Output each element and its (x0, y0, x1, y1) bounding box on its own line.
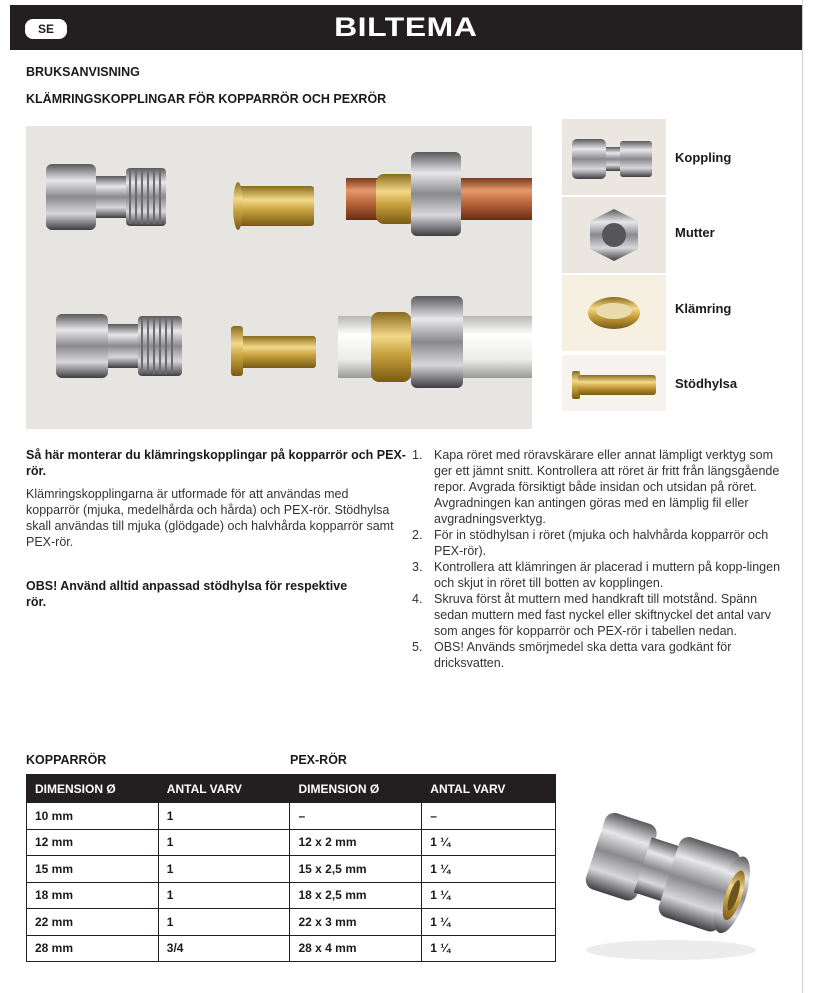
document-page (10, 5, 802, 993)
header-bar (10, 5, 802, 50)
step-item (412, 527, 782, 559)
intro-heading: Så här monterar du klämringskopplingar på kopparrör och PEX-rör. (26, 448, 406, 478)
table-cell: – (422, 803, 556, 830)
table-cell: 1 ¼ (422, 935, 556, 962)
step-text: Kontrollera att klämringen är placerad i muttern på kopp-lingen och skjut in röret till botten av kopplingen. (434, 560, 781, 590)
col-dimension-copper: DIMENSION Ø (27, 775, 159, 803)
col-dimension-pex: DIMENSION Ø (290, 775, 422, 803)
page-right-margin (802, 0, 827, 993)
step-item (412, 591, 782, 639)
part-label-mutter: Mutter (675, 225, 715, 240)
product-title: KLÄMRINGSKOPPLINGAR FÖR KOPPARRÖR OCH PEXRÖR (26, 92, 387, 106)
table-cell: 1 ¼ (422, 909, 556, 936)
step-item (412, 447, 782, 527)
step-number: 3. (412, 560, 423, 574)
page-left-margin (0, 0, 10, 993)
obs-warning: OBS! Använd alltid anpassad stödhylsa för respektive rör. (26, 579, 348, 609)
thumb-koppling (562, 119, 666, 195)
table-row (27, 803, 556, 830)
col-turns-copper: ANTAL VARV (158, 775, 290, 803)
brand-logo (10, 12, 802, 43)
step-text: För in stödhylsan i röret (mjuka och halvhårda kopparrör och PEX-rör). (434, 528, 769, 558)
table-cell: – (290, 803, 422, 830)
step-number: 2. (412, 528, 423, 542)
table-cell: 3/4 (158, 935, 290, 962)
table-cell: 28 mm (27, 935, 159, 962)
step-text: OBS! Används smörjmedel ska detta vara godkänt för dricksvatten. (434, 640, 732, 670)
table-cell: 15 x 2,5 mm (290, 856, 422, 883)
table-group-copper: KOPPARRÖR (26, 753, 107, 767)
brand-name: BILTEMA (334, 12, 478, 42)
table-header-row (27, 775, 556, 803)
nut-icon (562, 197, 666, 273)
language-badge: SE (25, 19, 67, 39)
instruction-steps (412, 447, 782, 671)
dimension-table (26, 774, 556, 962)
table-cell: 1 (158, 909, 290, 936)
intro-paragraph: Klämringskopplingarna är utformade för att användas med kopparrör (mjuka, medelhårda och hårda) och PEX-rör. Stödhylsa skall användas till mjuka (glödgade) och halvhårda kopparrör samt PEX-rör. (26, 487, 394, 549)
table-cell: 22 x 3 mm (290, 909, 422, 936)
part-label-klamring: Klämring (675, 301, 732, 316)
table-row (27, 856, 556, 883)
part-label-stodhylsa: Stödhylsa (675, 376, 738, 391)
table-cell: 12 x 2 mm (290, 829, 422, 856)
table-cell: 1 (158, 882, 290, 909)
table-cell: 28 x 4 mm (290, 935, 422, 962)
table-cell: 15 mm (27, 856, 159, 883)
coupling-closeup-icon (569, 775, 774, 975)
ring-icon (562, 275, 666, 351)
table-cell: 1 ¼ (422, 829, 556, 856)
step-number: 5. (412, 640, 423, 654)
step-number: 4. (412, 592, 423, 606)
table-row (27, 909, 556, 936)
table-cell: 22 mm (27, 909, 159, 936)
table-cell: 12 mm (27, 829, 159, 856)
step-item (412, 559, 782, 591)
table-cell: 18 x 2,5 mm (290, 882, 422, 909)
copper-support-sleeve (233, 182, 314, 230)
table-row (27, 935, 556, 962)
table-cell: 1 (158, 856, 290, 883)
thumb-stodhylsa (562, 355, 666, 411)
table-row (27, 829, 556, 856)
table-cell: 1 ¼ (422, 856, 556, 883)
section-title: BRUKSANVISNING (26, 65, 140, 79)
assembly-illustration (26, 126, 532, 429)
step-number: 1. (412, 448, 423, 462)
sleeve-icon (562, 355, 666, 411)
table-row (27, 882, 556, 909)
step-text: Kapa röret med röravskärare eller annat lämpligt verktyg som ger ett jämnt snitt. Kontrollera att röret är fritt från längsgående repor. Avgrada försiktigt både insidan och utsidan på röret. Avgradningen kan antingen göras med en lämplig fil eller avgradningsverktyg. (434, 448, 780, 526)
coupling-icon (562, 119, 666, 195)
table-cell: 10 mm (27, 803, 159, 830)
assembly-photo (26, 126, 532, 429)
thumb-mutter (562, 197, 666, 273)
table-group-pex: PEX-RÖR (290, 753, 347, 767)
table-cell: 18 mm (27, 882, 159, 909)
table-cell: 1 (158, 829, 290, 856)
step-item (412, 639, 782, 671)
col-turns-pex: ANTAL VARV (422, 775, 556, 803)
table-cell: 1 (158, 803, 290, 830)
coupling-photo (569, 775, 774, 975)
table-cell: 1 ¼ (422, 882, 556, 909)
thumb-klamring (562, 275, 666, 351)
step-text: Skruva först åt muttern med handkraft till motstånd. Spänn sedan muttern med fast nyckel eller skiftnyckel det antal varv som anges för kopparrör och PEX-rör i tabellen nedan. (434, 592, 771, 638)
part-label-koppling: Koppling (675, 150, 732, 165)
